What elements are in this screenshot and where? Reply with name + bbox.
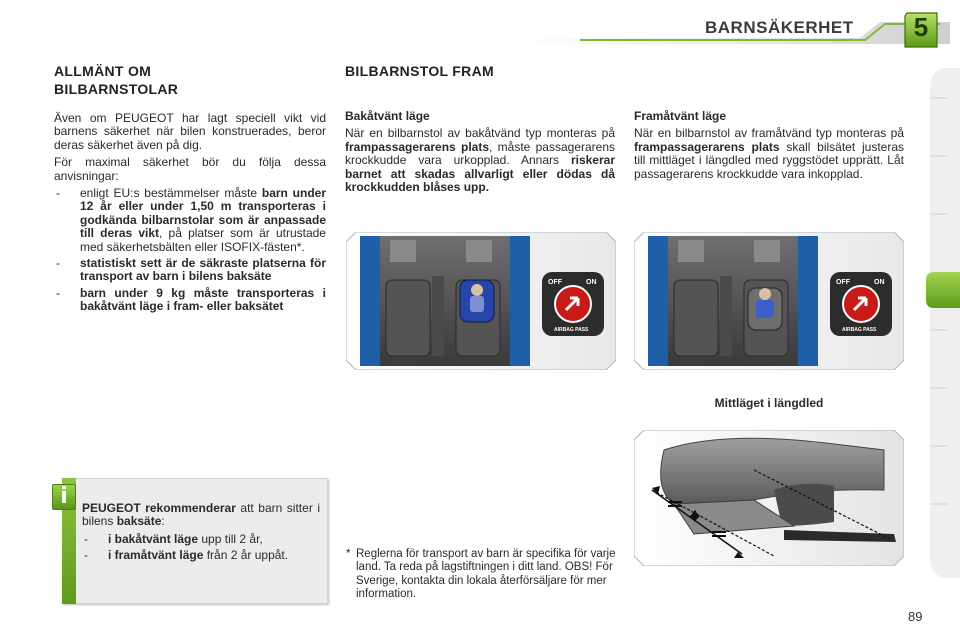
instructions-paragraph: För maximal säkerhet bör du följa dessa anvisningar: bbox=[54, 155, 326, 183]
list-item: - enligt EU:s bestämmelser måste barn under 12 år eller under 1,50 m transporteras i godkända bilbarnstolar som är anpassade till deras vikt, på platser som är utrustade med säkerhetsbälten eller ISOFIX-fästen*. bbox=[56, 186, 326, 254]
section-heading-general: ALLMÄNT OM BILBARNSTOLAR bbox=[54, 63, 179, 97]
airbag-pass-label: AIRBAG PASS bbox=[554, 327, 589, 333]
list-item: - barn under 9 kg måste transporteras i bakåtvänt läge i fram- eller baksätet bbox=[56, 285, 326, 314]
section-heading-front-seat: BILBARNSTOL FRAM bbox=[345, 63, 494, 79]
forward-facing-column bbox=[634, 110, 904, 185]
list-item: - statistiskt sett är de säkraste platserna för transport av barn i bilens baksäte bbox=[56, 256, 326, 284]
rear-facing-heading: Bakåtvänt läge bbox=[345, 109, 430, 123]
chapter-title: BARNSÄKERHET bbox=[705, 18, 854, 37]
rear-facing-paragraph: När en bilbarnstol av bakåtvänd typ monteras på frampassagerarens plats, måste passagerarens krockkudde vara urkopplad. Annars riskerar barnet att skadas allvarligt eller dödas då krockkudden blåses upp. bbox=[345, 126, 615, 195]
list-item: - i bakåtvänt läge upp till 2 år, bbox=[84, 531, 263, 546]
recommendation-list bbox=[82, 533, 320, 563]
front-seat-column bbox=[345, 62, 615, 198]
airbag-on-label: ON bbox=[586, 279, 597, 286]
chapter-number: 5 bbox=[913, 12, 929, 42]
airbag-off-label: OFF bbox=[836, 279, 850, 286]
rear-facing-illustration bbox=[346, 232, 616, 370]
airbag-switch-on-icon bbox=[830, 272, 892, 336]
forward-facing-paragraph: När en bilbarnstol av framåtvänd typ monteras på frampassagerarens plats skall bilsätet justeras till mittläget i längdled med ryggstödet upprätt. Låt passagerarens krockkudde vara inkopplad. bbox=[634, 126, 904, 181]
forward-facing-heading: Framåtvänt läge bbox=[634, 109, 727, 123]
seat-position-caption: Mittläget i längdled bbox=[714, 396, 824, 410]
forward-facing-illustration bbox=[634, 232, 904, 370]
intro-paragraph: Även om PEUGEOT har lagt speciell vikt vid barnens säkerhet när bilen konstruerades, beror deras säkerhet även på dig. bbox=[54, 111, 326, 152]
airbag-on-label: ON bbox=[874, 279, 885, 286]
airbag-pass-label: AIRBAG PASS bbox=[842, 327, 877, 333]
footnote bbox=[346, 548, 616, 601]
airbag-off-label: OFF bbox=[548, 279, 562, 286]
active-chapter-tab[interactable] bbox=[924, 272, 960, 308]
airbag-switch-off-icon bbox=[542, 272, 604, 336]
info-icon: i bbox=[52, 484, 76, 510]
chapter-thumb-tabs[interactable] bbox=[928, 68, 960, 578]
rules-list bbox=[54, 187, 326, 314]
recommendation-text: PEUGEOT rekommenderar att barn sitter i bilens baksäte: - i bakåtvänt läge upp till 2 år, - i framåtvänt läge från 2 år uppåt. bbox=[82, 501, 320, 563]
footnote-marker: * bbox=[346, 548, 351, 560]
list-item: - i framåtvänt läge från 2 år uppåt. bbox=[84, 548, 289, 563]
footnote-text: Reglerna för transport av barn är specifika för varje land. Ta reda på lagstiftningen i ditt land. OBS! För Sverige, kontakta din lokala återförsäljare för mer information. bbox=[356, 548, 616, 600]
page-number: 89 bbox=[908, 609, 923, 624]
general-info-column bbox=[54, 62, 326, 317]
seat-position-illustration bbox=[634, 430, 904, 566]
